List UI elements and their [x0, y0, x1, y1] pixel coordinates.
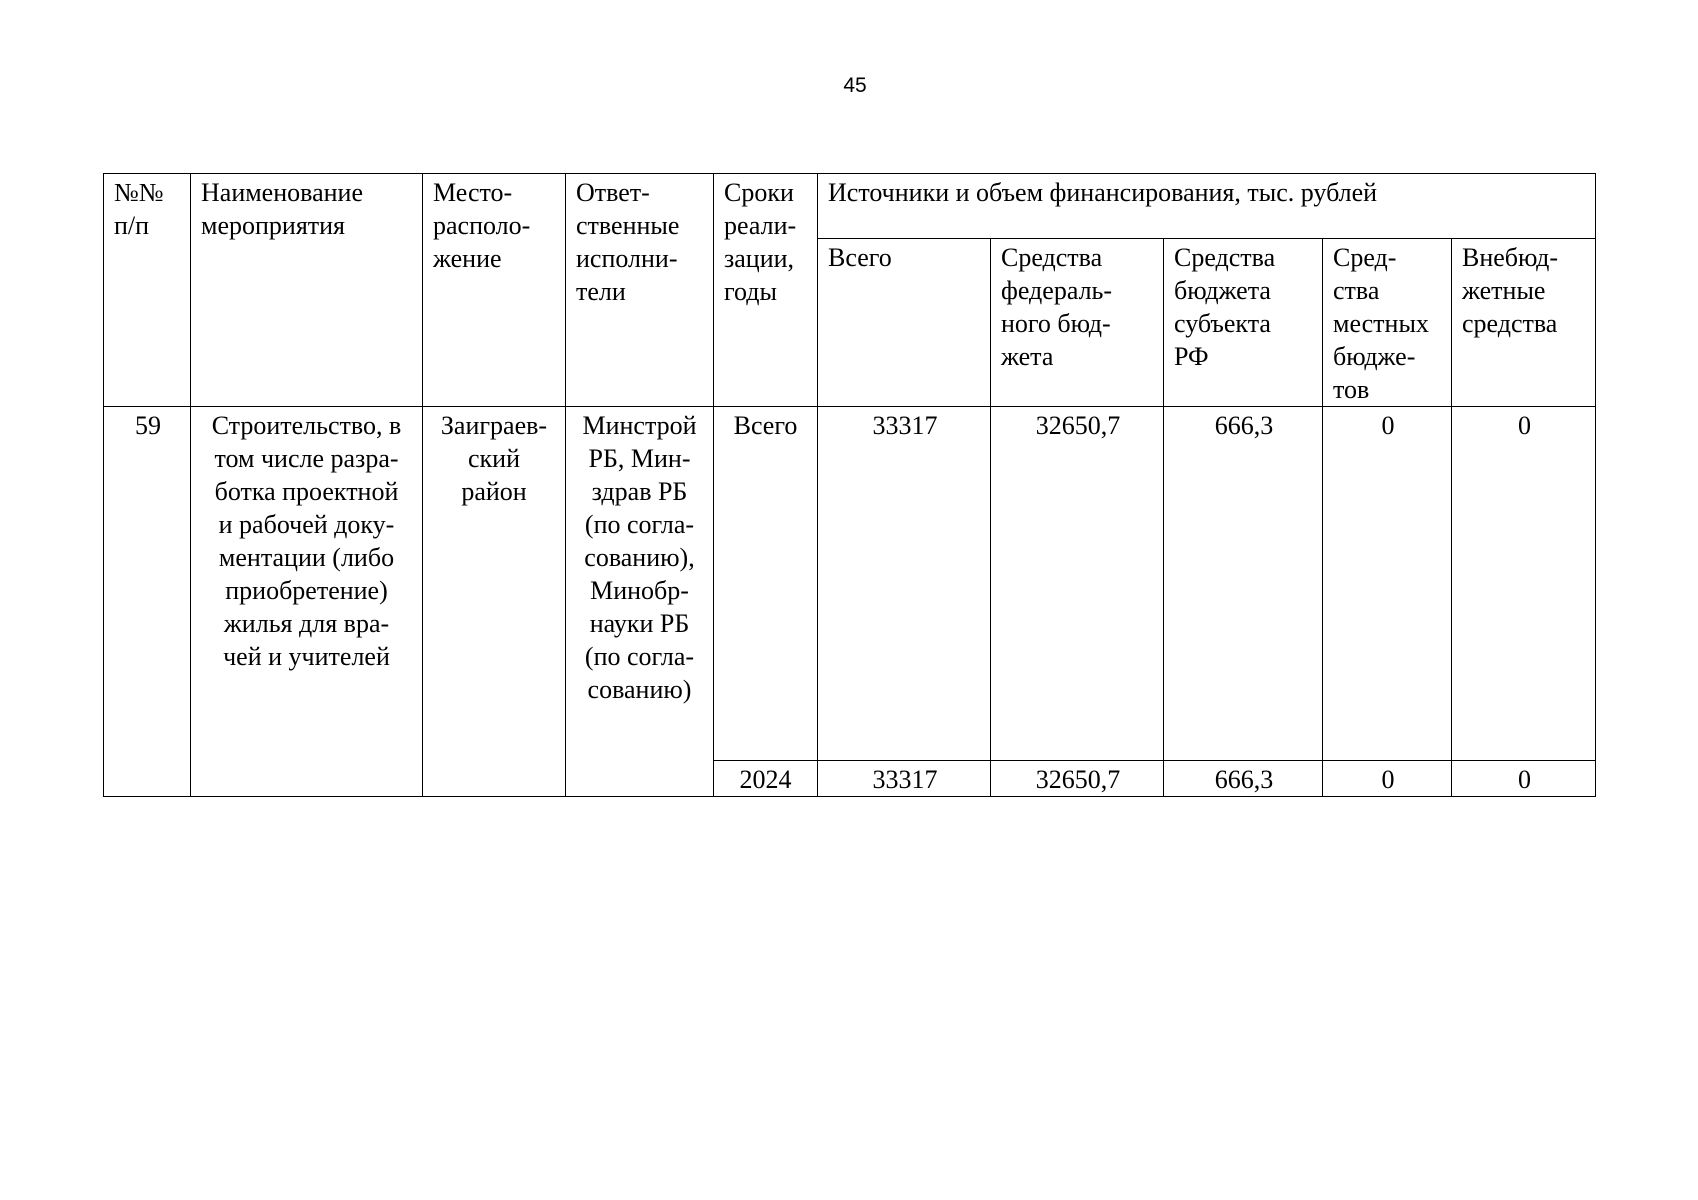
financing-table — [103, 173, 1596, 797]
header-extra: Внебюд- жетные средства — [1452, 239, 1596, 407]
row-federal-year: 32650,7 — [991, 761, 1164, 797]
row-local-sum: 0 — [1323, 407, 1452, 761]
row-federal-sum: 32650,7 — [991, 407, 1164, 761]
row-extra-year: 0 — [1452, 761, 1596, 797]
row-total-year: 33317 — [818, 761, 991, 797]
row-responsible: Минстрой РБ, Мин- здрав РБ (по согла- сованию), Минобр- науки РБ (по согла- сованию) — [566, 407, 714, 797]
header-num: №№ п/п — [104, 174, 191, 407]
table-row — [104, 407, 1596, 761]
row-location: Заиграев- ский район — [423, 407, 566, 797]
row-regional-year: 666,3 — [1164, 761, 1323, 797]
row-period-total: Всего — [714, 407, 818, 761]
row-name: Строительство, в том числе разра- ботка проектной и рабочей доку- ментации (либо приобретение) жилья для вра- чей и учителей — [191, 407, 423, 797]
header-name: Наименование мероприятия — [191, 174, 423, 407]
row-period-year: 2024 — [714, 761, 818, 797]
header-local: Сред- ства местных бюдже- тов — [1323, 239, 1452, 407]
header-period: Сроки реали- зации, годы — [714, 174, 818, 407]
page-number: 45 — [843, 74, 867, 97]
header-regional: Средства бюджета субъекта РФ — [1164, 239, 1323, 407]
row-total-sum: 33317 — [818, 407, 991, 761]
row-num: 59 — [104, 407, 191, 797]
row-regional-sum: 666,3 — [1164, 407, 1323, 761]
header-location: Место- располо- жение — [423, 174, 566, 407]
row-local-year: 0 — [1323, 761, 1452, 797]
header-responsible: Ответ- ственные исполни- тели — [566, 174, 714, 407]
row-extra-sum: 0 — [1452, 407, 1596, 761]
header-row — [104, 174, 1596, 239]
header-federal: Средства федераль- ного бюд- жета — [991, 239, 1164, 407]
header-total: Всего — [818, 239, 991, 407]
header-sources-title: Источники и объем финансирования, тыс. рублей — [818, 174, 1596, 239]
